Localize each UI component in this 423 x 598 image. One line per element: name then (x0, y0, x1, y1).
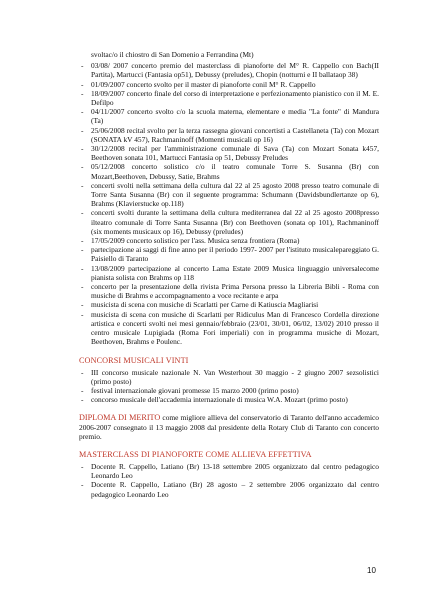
list-item-text: festival internazionale giovani promesse 15 marzo 2000 (primo posto) (91, 385, 299, 395)
bullet-dash: - (81, 180, 84, 190)
bullet-dash: - (81, 236, 84, 246)
bullet-dash: - (81, 300, 84, 310)
masterclass-list (79, 462, 379, 499)
diploma-paragraph (79, 413, 379, 441)
list-item (79, 61, 379, 79)
list-item (79, 126, 379, 144)
list-item (79, 107, 379, 125)
bullet-dash: - (81, 282, 84, 292)
list-item (79, 208, 379, 236)
list-item (79, 282, 379, 300)
list-item (79, 245, 379, 263)
list-item-text: Docente R. Cappello, Latiano (Br) 28 agosto – 2 settembre 2006 organizzato dal centro pedagogico Leonardo Leo (91, 480, 379, 499)
list-item-text: 18/09/2007 concerto finale del corso di interpretazione e perfezionamento pianistico con il M. E. Defilpo (91, 88, 379, 108)
bullet-dash: - (81, 107, 84, 117)
competitions-list (79, 368, 379, 405)
bullet-dash: - (81, 461, 84, 471)
list-item (79, 162, 379, 180)
list-item-text: 13/08/2009 partecipazione al concerto Lama Estate 2009 Musica linguaggio universalecome pianista solista con Brahms op 118 (91, 263, 379, 282)
bullet-dash: - (81, 61, 84, 71)
list-item-text: 17/05/2009 concerto solistico per l'ass. Musica senza frontiera (Roma) (91, 236, 300, 246)
list-item (79, 310, 379, 347)
list-item (79, 300, 379, 309)
list-item-text: III concorso musicale nazionale N. Van Westerhout 30 maggio - 2 giugno 2007 sezsolistici (primo posto) (91, 367, 379, 386)
bullet-dash: - (81, 125, 84, 135)
diploma-label: DIPLOMA DI MERITO (79, 413, 161, 423)
list-item-text: musicista di scena con musiche di Scarlatti per Carne di Katiuscia Magliarisi (91, 300, 319, 310)
continuation-line: svoltac/o il chiostro di San Domenio a Ferrandina (Mt) (91, 50, 254, 59)
list-item-text: 01/09/2007 concerto svolto per il master di pianoforte conil M° R. Cappello (91, 79, 316, 89)
page-number: 10 (367, 566, 376, 575)
list-item (79, 368, 379, 386)
bullet-dash: - (81, 263, 84, 273)
list-item-text: Docente R. Cappello, Latiano (Br) 13-18 settembre 2005 organizzato dal centro pedagogico Leonardo Leo (91, 461, 379, 481)
list-item (79, 480, 379, 498)
list-item (79, 386, 379, 395)
bullet-dash: - (81, 144, 84, 154)
list-item (79, 144, 379, 162)
list-item (79, 264, 379, 282)
masterclass-heading: MASTERCLASS DI PIANOFORTE COME ALLIEVA EFFETTIVA (79, 449, 312, 459)
bullet-dash: - (81, 480, 84, 490)
list-item-text: concerti svolti durante la settimana della cultura mediterranea dal 22 al 25 agosto 2008presso ilteatro comunale di Torre Santa Susanna (Br) con Beethoven (sonata op 101), Rachmaninoff (six moments musicaux op 16), Debussy (preludes) (91, 208, 379, 236)
list-item-text: concerti svolti nella settimana della cultura dal 22 al 25 agosto 2008 presso teatro comunale di Torre Santa Susanna (Br) con il seguente programma: Schumann (Davidsbundlertanze op 6), Brahms (Klavierstucke op.118) (91, 180, 379, 209)
list-item-text: 30/12/2008 recital per l'amministrazione comunale di Sava (Ta) con Mozart Sonata k457, Beethoven sonata 101, Martucci Fantasia op 51, Debussy Preludes (91, 144, 379, 163)
competitions-heading: CONCORSI MUSICALI VINTI (79, 355, 189, 365)
list-item-text: concerto per la presentazione della rivista Prima Persona presso la Libreria Bibli - Roma con musiche di Brahms e accompagnamento a voce recitante e arpa (91, 282, 379, 301)
bullet-dash: - (81, 88, 84, 98)
bullet-dash: - (81, 385, 84, 395)
bullet-dash: - (81, 395, 84, 405)
concerts-list (79, 61, 379, 346)
list-item-text: 03/08/ 2007 concerto premio del masterclass di pianoforte del M° R. Cappello con Bach(II Partita), Martucci (Fantasia op51), Debussy (preludes), Chopin (notturni e II ballataop 38) (91, 61, 379, 80)
list-item-text: 04/11/2007 concerto svolto c/o la scuola materna, elementare e media "La fonte" di Mandura (Ta) (91, 107, 379, 126)
list-item-text: partecipazione ai saggi di fine anno per il periodo 1997- 2007 per l'istituto musicalepareggiato G. Paisiello di Taranto (91, 245, 379, 264)
bullet-dash: - (81, 79, 84, 89)
bullet-dash: - (81, 162, 84, 172)
page-content (79, 50, 379, 499)
list-item (79, 462, 379, 480)
list-item-text: concorso musicale dell'accademia internazionale di musica W.A. Mozart (primo posto) (91, 395, 348, 405)
list-item (79, 181, 379, 209)
bullet-dash: - (81, 367, 84, 377)
list-item-text: 05/12/2008 concerto solistico c/o il teatro comunale Torre S. Susanna (Br) con Mozart,Beethoven, Debussy, Satie, Brahms (91, 162, 379, 181)
list-item (79, 395, 379, 404)
bullet-dash: - (81, 208, 84, 218)
list-item (79, 89, 379, 107)
list-item-text: musicista di scena con musiche di Scarlatti per Ridiculus Man di Francesco Cordella direzione artistica e concerti svolti nei mesi gennaio/febbraio (23/01, 30/01, 06/02, 13/02) 2010 presso il centro musicale Lupigiada (Roma Fori imperiali) con in programma musiche di Mozart, Beethoven, Brahms e Poulenc. (91, 309, 379, 347)
list-item-text: 25/06/2008 recital svolto per la terza rassegna giovani concertisti a Castellaneta (Ta) con Mozart (SONATA kV 457), Rachmaninoff (Momenti musicali op 16) (91, 125, 379, 144)
list-item (79, 80, 379, 89)
bullet-dash: - (81, 245, 84, 255)
list-item (79, 236, 379, 245)
bullet-dash: - (81, 309, 84, 319)
diploma-text: come migliore allieva del conservatorio di Taranto dell'anno accademico 2006-2007 consegnato il 13 maggio 2008 dal presidente della Rotary Club di Taranto con concerto premio. (79, 413, 379, 441)
